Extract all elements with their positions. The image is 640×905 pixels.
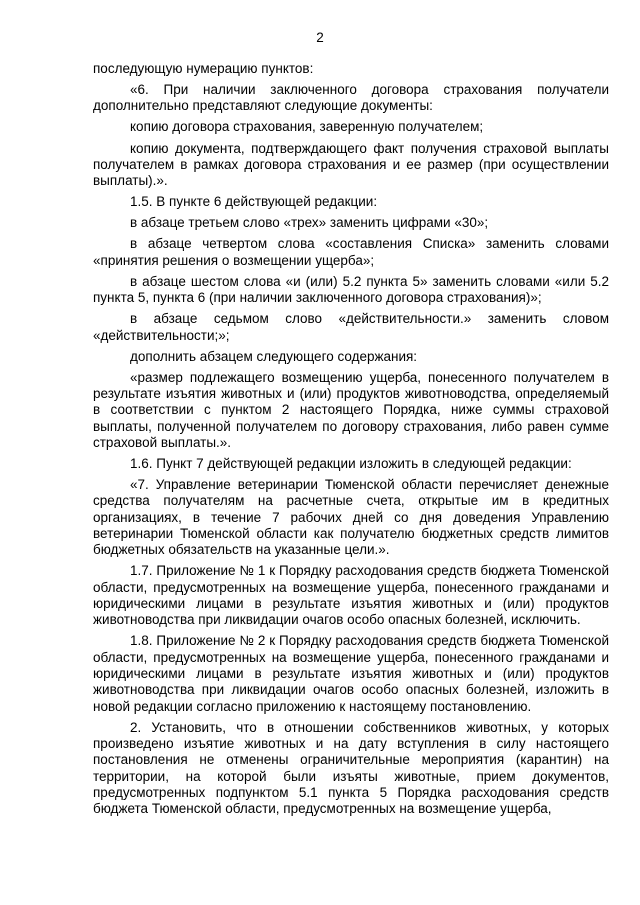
paragraph-2: 2. Установить, что в отношении собственников животных, у которых произведено изъятие животных и на дату вступления в силу настоящего постановления не отменены ограничительные мероприятия (карантин) на территории, на которой были изъяты животные, прием документов, предусмотренных подпунктом 5.1 пункта 5 Порядка расходования средств бюджета Тюменской области, предусмотренных на возмещение ущерба, xyxy=(93,719,609,817)
paragraph-insurance-copy: копию договора страхования, заверенную получателем; xyxy=(130,119,484,135)
paragraph-abzac-6: в абзаце шестом слова «и (или) 5.2 пункта 5» заменить словами «или 5.2 пункта 5, пункта 6 (при наличии заключенного договора страхования)»; xyxy=(93,273,609,306)
page-number: 2 xyxy=(316,30,324,45)
paragraph-numbering: последующую нумерацию пунктов: xyxy=(93,61,314,76)
paragraph-1-8: 1.8. Приложение № 2 к Порядку расходования средств бюджета Тюменской области, предусмотренных на возмещение ущерба, понесенного гражданами и юридическими лицами в результате изъятия животных и (или) продуктов животноводства при ликвидации очагов особо опасных болезней, изложить в новой редакции согласно приложению к настоящему постановлению. xyxy=(93,633,609,714)
paragraph-item-6: «6. При наличии заключенного договора страхования получатели дополнительно представляют следующие документы: xyxy=(93,82,609,114)
paragraph-abzac-7: в абзаце седьмом слово «действительности.» заменить словом «действительности;»; xyxy=(93,311,609,343)
paragraph-1-7: 1.7. Приложение № 1 к Порядку расходования средств бюджета Тюменской области, предусмотренных на возмещение ущерба, понесенного гражданами и юридическими лицами в результате изъятия животных и (или) продуктов животноводства при ликвидации очагов особо опасных болезней, исключить. xyxy=(93,563,609,628)
paragraph-add-abzac: дополнить абзацем следующего содержания: xyxy=(130,348,418,364)
document-body xyxy=(93,61,609,822)
paragraph-abzac-4: в абзаце четвертом слова «составления Списка» заменить словами «принятия решения о возмещении ущерба»; xyxy=(93,236,609,268)
paragraph-damage-amount: «размер подлежащего возмещению ущерба, понесенного получателем в результате изъятия животных и (или) продуктов животноводства, определяемый в соответствии с пунктом 2 настоящего Порядка, ниже суммы страховой выплаты, полученной получателем по договору страхования, либо равен сумме страховой выплаты.». xyxy=(93,369,609,450)
paragraph-1-5: 1.5. В пункте 6 действующей редакции: xyxy=(130,194,378,210)
paragraph-1-6: 1.6. Пункт 7 действующей редакции изложить в следующей редакции: xyxy=(130,456,572,471)
paragraph-item-7: «7. Управление ветеринарии Тюменской области перечисляет денежные средства получателям на расчетные счета, открытые им в кредитных организациях, в течение 7 рабочих дней со дня доведения Управлению ветеринарии Тюменской области как получателю бюджетных средств лимитов бюджетных обязательств на указанные цели.». xyxy=(93,477,609,558)
paragraph-payment-document: копию документа, подтверждающего факт получения страховой выплаты получателем в рамках договора страхования и ее размер (при осуществлении выплаты).». xyxy=(93,140,609,189)
paragraph-abzac-3: в абзаце третьем слово «трех» заменить цифрами «30»; xyxy=(130,215,489,231)
